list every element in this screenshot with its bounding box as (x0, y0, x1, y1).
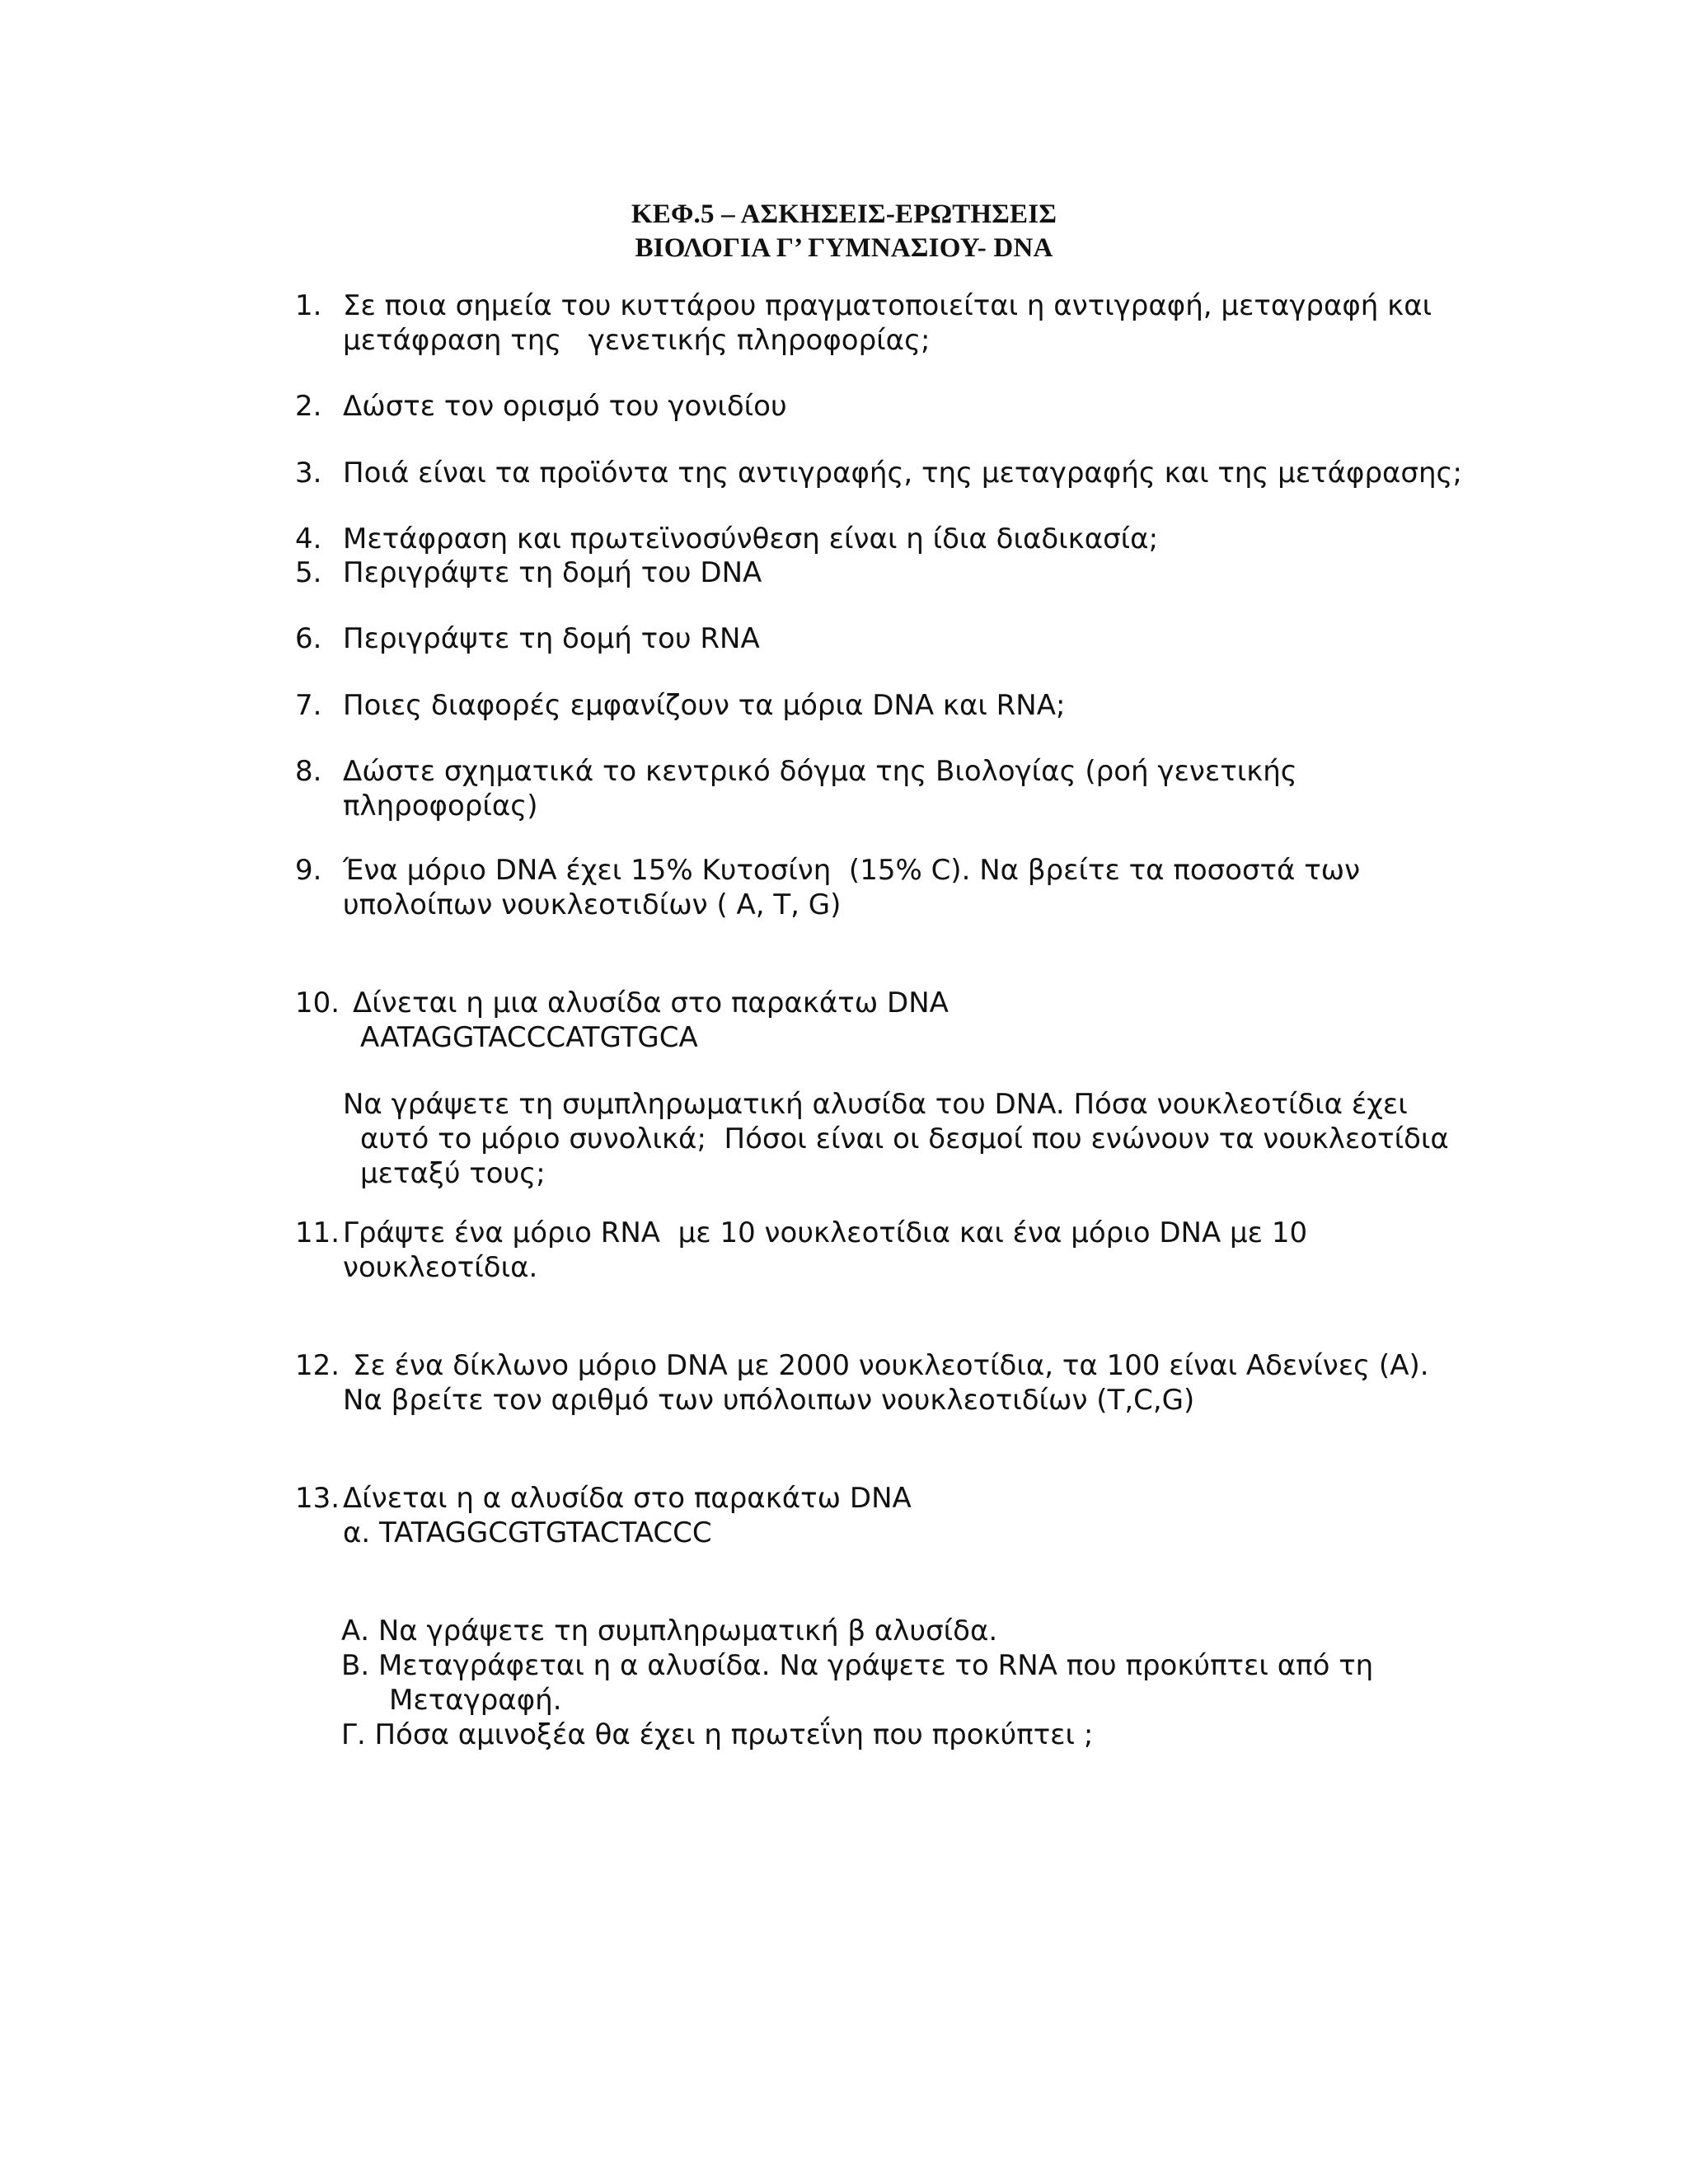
question-text-line: μεταξύ τους; (360, 1157, 546, 1190)
question-text-line: Να βρείτε τον αριθμό των υπόλοιπων νουκλεοτιδίων (T,C,G) (343, 1384, 1195, 1417)
question-text-line: μετάφραση της γενετικής πληροφορίας; (343, 324, 931, 357)
question-number: 10. (295, 987, 340, 1019)
question-text-line: Μετάφραση και πρωτεϊνοσύνθεση είναι η ίδια διαδικασία; (343, 523, 1159, 555)
question-text-line: Δίνεται η μια αλυσίδα στο παρακάτω DNA (353, 987, 949, 1019)
question-number: 11. (295, 1216, 340, 1249)
dna-sequence: α. TATAGGCGTGTACTACCC (343, 1516, 712, 1549)
question-text-line: Να γράψετε τη συμπληρωματική αλυσίδα του DNA. Πόσα νουκλεοτίδια έχει (343, 1088, 1408, 1121)
question-number: 6. (295, 622, 322, 655)
question-number: 7. (295, 689, 322, 722)
subquestion-b: Β. Μεταγράφεται η α αλυσίδα. Να γράψετε το RNA που προκύπτει από τη (341, 1649, 1374, 1682)
question-text-line: αυτό το μόριο συνολικά; Πόσοι είναι οι δεσμοί που ενώνουν τα νουκλεοτίδια (360, 1122, 1449, 1155)
question-number: 5. (295, 556, 322, 589)
question-text-line: Ποιες διαφορές εμφανίζουν τα μόρια DNA και RNA; (343, 689, 1066, 722)
dna-sequence: AATAGGTACCCATGTGCA (360, 1021, 698, 1054)
question-text-line: Δίνεται η α αλυσίδα στο παρακάτω DNA (343, 1482, 912, 1515)
question-number: 4. (295, 523, 322, 555)
question-text-line: Δώστε τον ορισμό του γονιδίου (343, 390, 787, 423)
question-number: 9. (295, 854, 322, 887)
question-text-line: υπολοίπων νουκλεοτιδίων ( A, T, G) (343, 888, 842, 921)
question-text-line: Σε ένα δίκλωνο μόριο DNA με 2000 νουκλεοτίδια, τα 100 είναι Αδενίνες (Α). (353, 1349, 1429, 1382)
question-text-line: Περιγράψτε τη δομή του RNA (343, 622, 760, 655)
document-title-line2: ΒΙΟΛΟΓΙΑ Γ’ ΓΥΜΝΑΣΙΟΥ- DNA (635, 233, 1053, 263)
question-number: 13. (295, 1482, 340, 1515)
question-number: 2. (295, 390, 322, 423)
question-text-line: Ποιά είναι τα προϊόντα της αντιγραφής, της μεταγραφής και της μετάφρασης; (343, 457, 1462, 490)
question-text-line: Σε ποια σημεία του κυττάρου πραγματοποιείται η αντιγραφή, μεταγραφή και (343, 289, 1432, 322)
question-text-line: Ένα μόριο DNA έχει 15% Κυτοσίνη (15% C). Να βρείτε τα ποσοστά των (343, 854, 1361, 887)
question-text-line: Περιγράψτε τη δομή του DNA (343, 556, 762, 589)
question-number: 3. (295, 457, 322, 490)
subquestion-a: Α. Να γράψετε τη συμπληρωματική β αλυσίδα. (341, 1615, 998, 1647)
question-number: 12. (295, 1349, 340, 1382)
question-number: 8. (295, 755, 322, 788)
subquestion-b-continuation: Μεταγραφή. (389, 1684, 562, 1717)
document-title-line1: ΚΕΦ.5 – ΑΣΚΗΣΕΙΣ-ΕΡΩΤΗΣΕΙΣ (631, 199, 1057, 229)
question-number: 1. (295, 289, 322, 322)
question-text-line: Δώστε σχηματικά το κεντρικό δόγμα της Βιολογίας (ροή γενετικής (343, 755, 1297, 788)
subquestion-c: Γ. Πόσα αμινοξέα θα έχει η πρωτεΐνη που προκύπτει ; (341, 1718, 1094, 1751)
question-text-line: πληροφορίας) (343, 790, 538, 823)
question-text-line: Γράψτε ένα μόριο RNA με 10 νουκλεοτίδια και ένα μόριο DNA με 10 (343, 1216, 1308, 1249)
question-text-line: νουκλεοτίδια. (343, 1251, 538, 1284)
